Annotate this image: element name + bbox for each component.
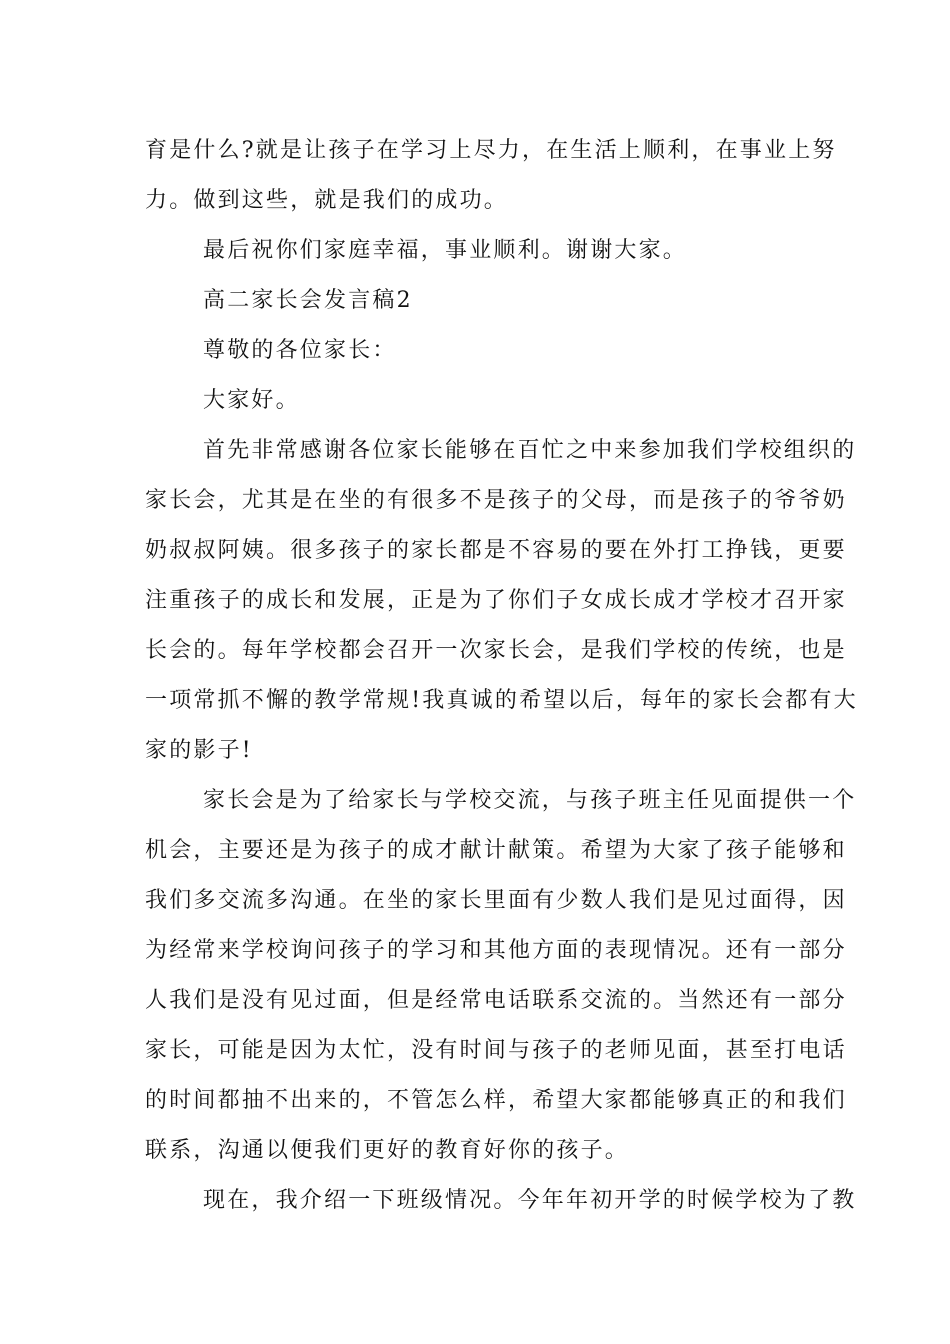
salutation: 尊敬的各位家长： (203, 338, 397, 363)
text-line: 首先非常感谢各位家长能够在百忙之中来参加我们学校组织的 (203, 438, 857, 463)
text-line: 最后祝你们家庭幸福，事业顺利。谢谢大家。 (203, 238, 688, 263)
text-line: 家长，可能是因为太忙，没有时间与孩子的老师见面，甚至打电话 (145, 1038, 847, 1063)
text-line: 为经常来学校询问孩子的学习和其他方面的表现情况。还有一部分 (145, 938, 847, 963)
text-line: 注重孩子的成长和发展，正是为了你们子女成长成才学校才召开家 (145, 588, 847, 613)
text-line: 家的影子! (145, 738, 253, 763)
text-line: 奶叔叔阿姨。很多孩子的家长都是不容易的要在外打工挣钱，更要 (145, 538, 847, 563)
text-line: 的时间都抽不出来的，不管怎么样，希望大家都能够真正的和我们 (145, 1088, 847, 1113)
text-line: 力。做到这些，就是我们的成功。 (145, 188, 509, 213)
text-line: 现在，我介绍一下班级情况。今年年初开学的时候学校为了教 (203, 1188, 857, 1213)
text-line: 人我们是没有见过面，但是经常电话联系交流的。当然还有一部分 (145, 988, 847, 1013)
section-heading: 高二家长会发言稿2 (203, 288, 413, 313)
text-line: 机会，主要还是为孩子的成才献计献策。希望为大家了孩子能够和 (145, 838, 847, 863)
text-line: 一项常抓不懈的教学常规!我真诚的希望以后，每年的家长会都有大 (145, 688, 858, 713)
text-line: 我们多交流多沟通。在坐的家长里面有少数人我们是见过面得，因 (145, 888, 847, 913)
text-line: 家长会是为了给家长与学校交流，与孩子班主任见面提供一个 (203, 788, 857, 813)
text-line: 家长会，尤其是在坐的有很多不是孩子的父母，而是孩子的爷爷奶 (145, 488, 847, 513)
text-line: 育是什么?就是让孩子在学习上尽力，在生活上顺利，在事业上努 (145, 138, 837, 163)
text-line: 长会的。每年学校都会召开一次家长会，是我们学校的传统，也是 (145, 638, 847, 663)
text-line: 联系，沟通以便我们更好的教育好你的孩子。 (145, 1138, 630, 1163)
greeting: 大家好。 (203, 388, 300, 413)
